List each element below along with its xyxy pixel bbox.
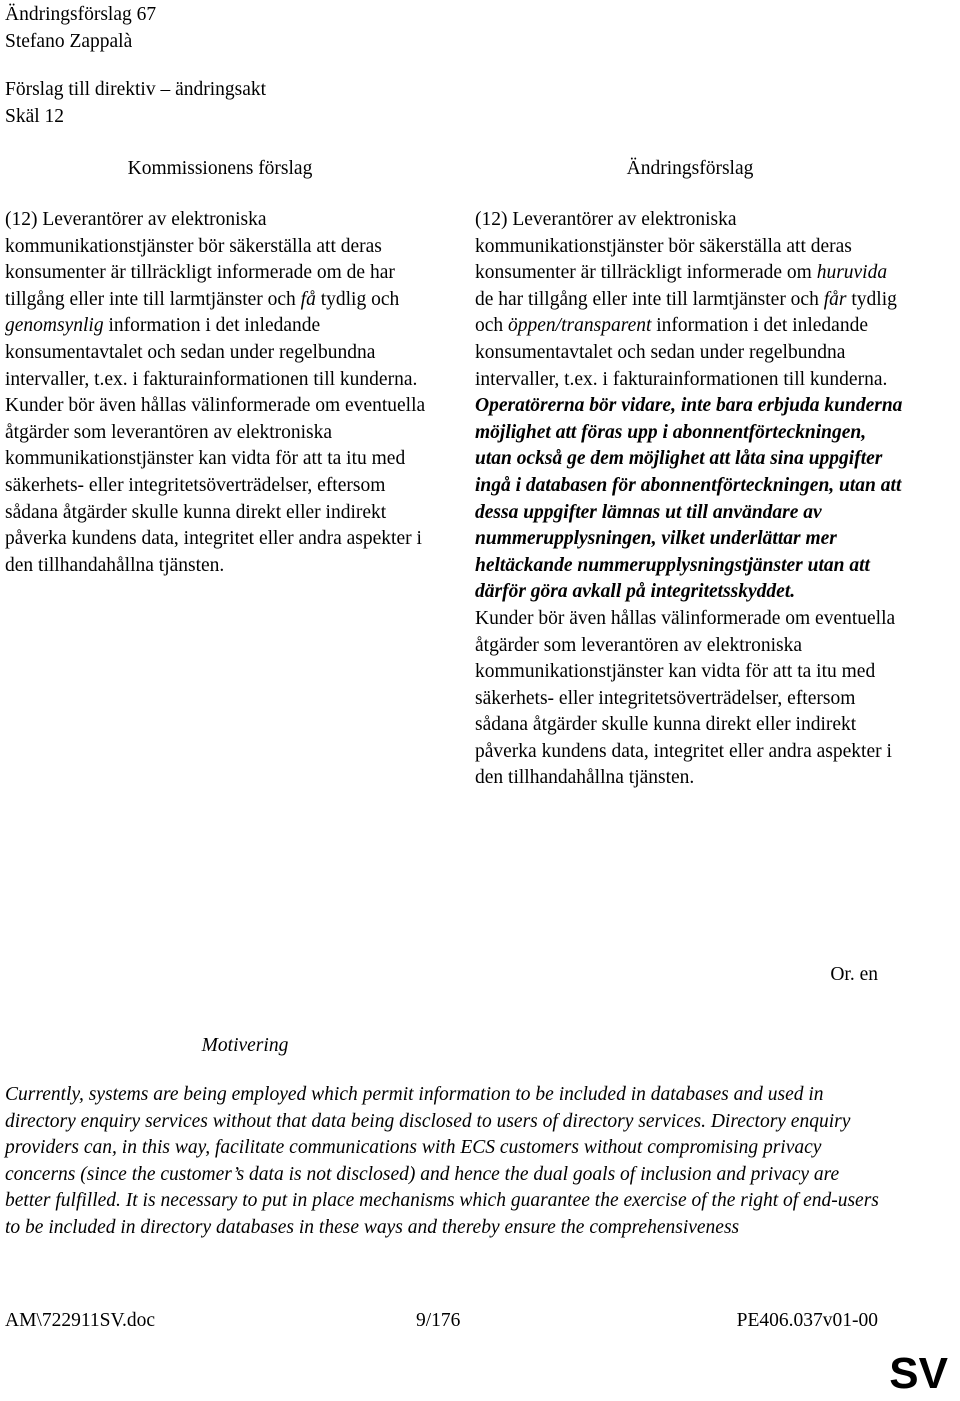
- pe-reference: PE406.037v01-00: [736, 1310, 878, 1331]
- motivation-text: Currently, systems are being employed which permit information to be included in databases and used in directory enquiry services without that data being disclosed to users of directory services. Directory enquiry providers can, in this way, facilitate communications with ECS customers without compromising privacy concerns (since the customer’s data is not disclosed) and hence the dual goals of inclusion and privacy are better fulfilled. It is necessary to put in place mechanisms which guarantee the exercise of the right of end-users to be included in directory databases in these ways and thereby ensure the comprehensiveness: [5, 1084, 879, 1238]
- language-code: SV: [889, 1349, 948, 1398]
- proposal-line: Förslag till direktiv – ändringsakt: [5, 79, 267, 100]
- added-text: Operatörerna bör vidare, inte bara erbjuda kunderna möjlighet att föras upp i abonnentförteckningen, utan också ge dem möjlighet att låta sina uppgifter ingå i databasen för abonnentförteckningen, utan att dessa uppgifter lämnas ut till användare av nummerupplysningen, vilket underlättar mer heltäckande nummerupplysningstjänster utan att därför göra avkall på integritetsskyddet.: [475, 395, 903, 603]
- document-reference: AM\722911SV.doc: [5, 1310, 156, 1331]
- commission-proposal-text: (12) Leverantörer av elektroniska kommunikationstjänster bör säkerställa att deras konsumenter är tillräckligt informerade om de har tillgång eller inte till larmtjänster och få tydlig och genomsynlig information i det inledande konsumentavtalet och sedan under regelbundna intervaller, t.ex. i fakturainformationen till kunderna. Kunder bör även hållas välinformerade om eventuella åtgärder som leverantören av elektroniska kommunikationstjänster kan vidta för att ta itu med säkerhets- eller integritetsöverträdelser, eftersom sådana åtgärder skulle kunna direkt eller indirekt påverka kundens data, integritet eller andra aspekter i den tillhandahållna tjänsten.: [5, 209, 426, 576]
- page-number: 9/176: [416, 1310, 461, 1331]
- amendment-number: Ändringsförslag 67: [5, 4, 157, 25]
- amendment-heading: Ändringsförslag: [626, 158, 754, 179]
- commission-proposal-heading: Kommissionens förslag: [127, 158, 313, 179]
- original-language: Or. en: [830, 964, 878, 985]
- amendment-text: (12) Leverantörer av elektroniska kommunikationstjänster bör säkerställa att deras konsumenter är tillräckligt informerade om huruvida de har tillgång eller inte till larmtjänster och får tydlig och öppen/transparent information i det inledande konsumentavtalet och sedan under regelbundna intervaller, t.ex. i fakturainformationen till kunderna. Operatörerna bör vidare, inte bara erbjuda kunderna möjlighet att föras upp i abonnentförteckningen, utan också ge dem möjlighet att låta sina uppgifter ingå i databasen för abonnentförteckningen, utan att dessa uppgifter lämnas ut till användare av nummerupplysningen, vilket underlättar mer heltäckande nummerupplysningstjänster utan att därför göra avkall på integritetsskyddet. Kunder bör även hållas välinformerade om eventuella åtgärder som leverantören av elektroniska kommunikationstjänster kan vidta för att ta itu med säkerhets- eller integritetsöverträdelser, eftersom sådana åtgärder skulle kunna direkt eller indirekt påverka kundens data, integritet eller andra aspekter i den tillhandahållna tjänsten.: [475, 209, 903, 789]
- motivation-heading: Motivering: [201, 1035, 289, 1056]
- author-name: Stefano Zappalà: [5, 31, 133, 52]
- recital-label: Skäl 12: [5, 106, 65, 127]
